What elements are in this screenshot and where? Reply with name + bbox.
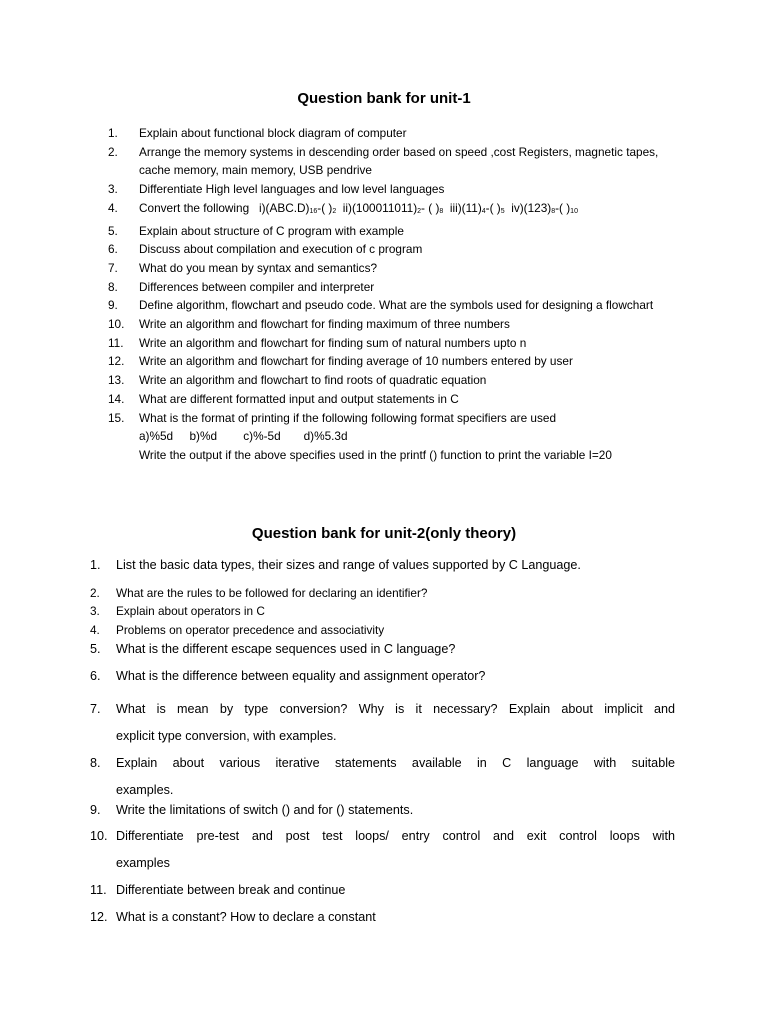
list-item: 13. Write an algorithm and flowchart to find roots of quadratic equation <box>108 373 487 388</box>
list-item: 11. Differentiate between break and continue <box>90 883 346 897</box>
list-item: 7. What is mean by type conversion? Why is it necessary? Explain about implicit and explicit type conversion, with examples. <box>90 702 675 743</box>
list-item: 3. Explain about operators in C <box>90 604 265 618</box>
list-item: 14. What are different formatted input and output statements in C <box>108 391 459 406</box>
list-item: 6. Discuss about compilation and execution of c program <box>108 242 423 257</box>
list-item: 9. Define algorithm, flowchart and pseudo code. What are the symbols used for designing a flowchart <box>108 298 654 313</box>
format-options: a)%5d b)%d c)%-5d d)%5.3d <box>139 429 348 444</box>
list-item: 8. Explain about various iterative statements available in C language with suitable examples. <box>90 756 675 797</box>
list-item: 15. What is the format of printing if the following following format specifiers are used a)%5d b)%d c)%-5d d)%5.3d Write the output if the above specifies used in the printf () function to print the variable I=20 <box>108 409 678 465</box>
list-item: 2. What are the rules to be followed for declaring an identifier? <box>90 586 428 600</box>
list-item: 7. What do you mean by syntax and semantics? <box>108 260 378 275</box>
list-item: 10. Differentiate pre-test and post test loops/ entry control and exit control loops with examples <box>90 829 675 870</box>
list-item: 2. Arrange the memory systems in descending order based on speed ,cost Registers, magnetic tapes, cache memory, main memory, USB pendrive <box>108 144 659 178</box>
list-item: 10. Write an algorithm and flowchart for finding maximum of three numbers <box>108 317 510 332</box>
list-item: 5. Explain about structure of C program with example <box>108 223 404 238</box>
list-item: 12. Write an algorithm and flowchart for finding average of 10 numbers entered by user <box>108 354 573 369</box>
list-item: 5. What is the different escape sequences used in C language? <box>90 642 456 656</box>
list-item: 1. List the basic data types, their sizes and range of values supported by C Language. <box>90 558 581 572</box>
conversion-question: Convert the following $i)(ABC.D)_{16}-$( )$_2$ $ii)(100011011)_2-$ ( )$_8$ $iii)(11)_4-$( )$_5$ $iv)(123)_8-$( )$_{10}$ <box>139 200 578 215</box>
list-item: 3. Differentiate High level languages and low level languages <box>108 182 445 197</box>
list-item: 4. Problems on operator precedence and associativity <box>90 623 385 637</box>
unit1-title: Question bank for unit-1 <box>297 90 471 107</box>
unit2-title: Question bank for unit-2(only theory) <box>251 525 517 542</box>
list-item: 11. Write an algorithm and flowchart for finding sum of natural numbers upto n <box>108 335 527 350</box>
list-item: 1. Explain about functional block diagram of computer <box>108 126 407 140</box>
list-item: 12. What is a constant? How to declare a constant <box>90 910 376 924</box>
list-item: 6. What is the difference between equality and assignment operator? <box>90 669 486 683</box>
list-item: 4. Convert the following $i)(ABC.D)_{16}-$( )$_2$ $ii)(100011011)_2-$ ( )$_8$ $iii)(11)_4-$( )$_5$ $iv)(123)_8-$( )$_{10}$ <box>108 199 678 222</box>
list-item: 9. Write the limitations of switch () and for () statements. <box>90 803 414 817</box>
list-item: 8. Differences between compiler and interpreter <box>108 279 375 294</box>
unit1-question-list <box>108 124 678 465</box>
